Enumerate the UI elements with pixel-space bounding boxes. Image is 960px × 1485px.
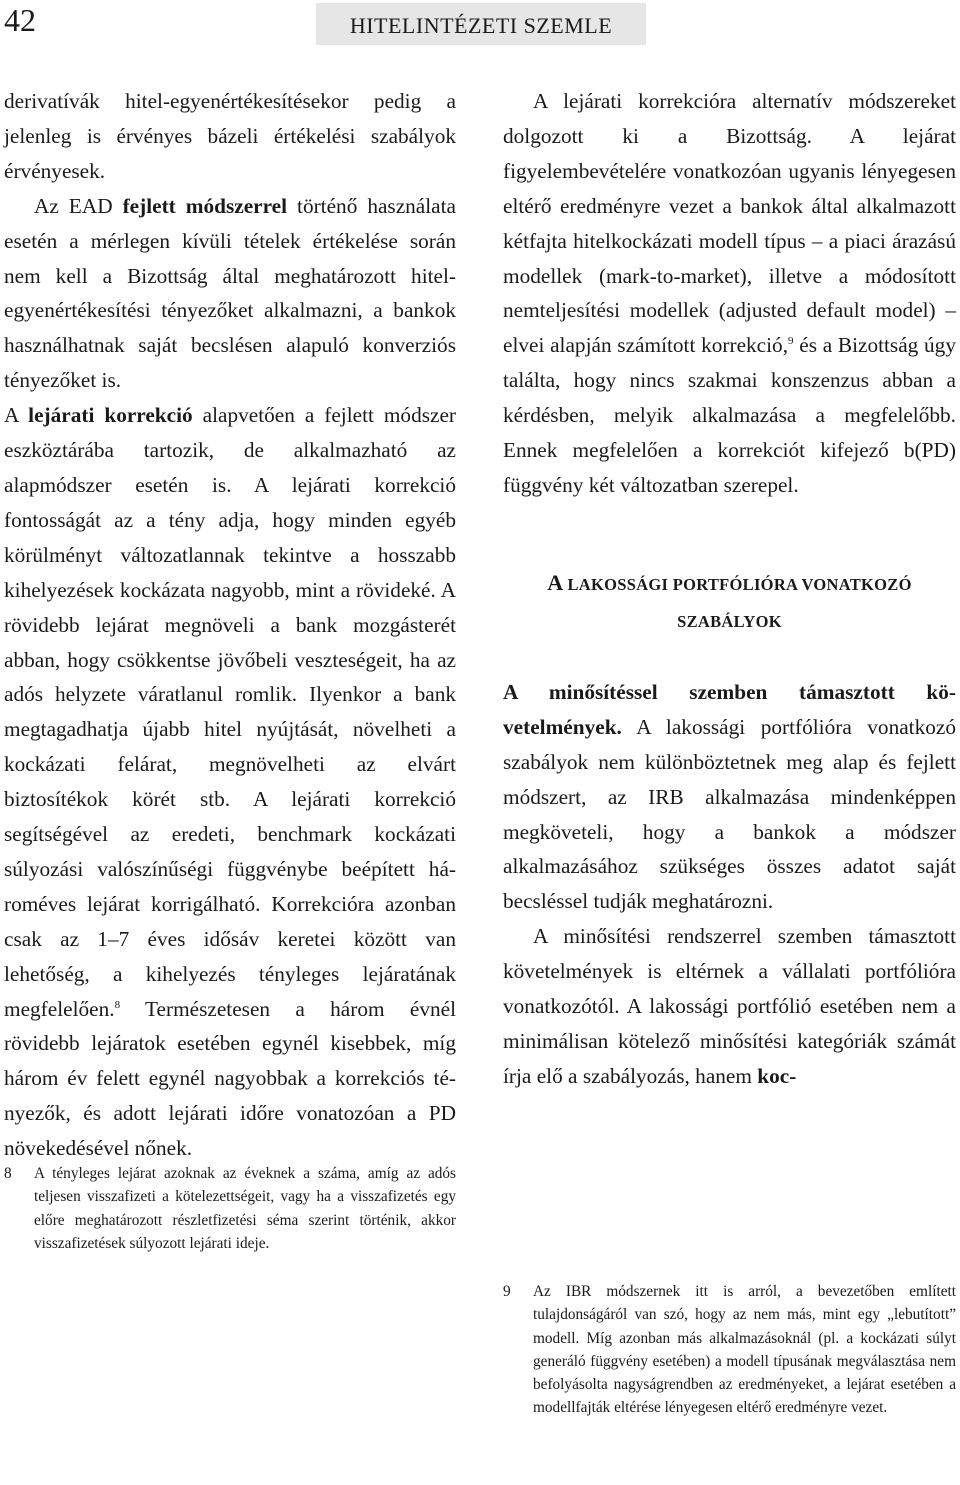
paragraph	[503, 919, 956, 1094]
footnote-ref-9[interactable]: 9	[788, 335, 794, 348]
page-number: 42	[4, 2, 36, 38]
footnote-text: A tényleges lejárat azoknak az éveknek a száma, amíg az adós teljesen visszafizeti a kötelezettségeit, vagy ha a visszafizetés egy előre meghatározott részletfizetési séma szerint történik, akkor visszafizetések súlyozott lejárati ideje.	[34, 1165, 456, 1252]
footnote-8	[4, 1162, 456, 1255]
footnote-9	[503, 1280, 956, 1420]
heading-text: LAKOSSÁGI PORTFÓLIÓRA VONATKOZÓ SZABÁLYOK	[567, 574, 912, 631]
text: A lakossági portfólióra vonatkozó szabályok nem különböztetnek meg alap és fejlett módszert, az IRB alkalmazása mindenképpen megköveteli, hogy a bankok a módszer alkalmazásához szükséges összes adatot saját becsléssel tudják meghatározni.	[503, 714, 956, 914]
bold-term: fejlett módszerrel	[122, 193, 288, 218]
text: és a Bizottság úgy találta, hogy nincs szakmai konszenzus abban a kérdésben, melyik alkalmazása a megfelelőbb. Ennek megfelelően a korrekciót kifejező b(PD) függvény két változatban szerepel.	[503, 333, 956, 497]
footnote-number: 9	[503, 1283, 511, 1300]
section-heading	[503, 565, 956, 639]
text: Természetesen a három évnél rövidebb lejáratok esetében egynél kisebbek, míg három év felett egynél nagyobbak a korrekciós tényezők, és adott lejárati időre vonatozóan a PD növekedésével nőnek.	[4, 996, 456, 1161]
paragraph	[503, 84, 956, 503]
right-column	[503, 84, 956, 1094]
running-head: HITELINTÉZETI SZEMLE	[316, 3, 646, 45]
text: A minősítési rendszerrel szemben támasztott követelmények is eltérnek a vállalati portfólióra vonatkozótól. A lakossági portfólió esetében nem a minimálisan kötelező minősítési kategóriák számát írja elő a szabályozás, hanem	[503, 924, 956, 1088]
footnote-number: 8	[4, 1165, 12, 1182]
text: A	[4, 403, 29, 428]
paragraph-ead	[4, 189, 456, 398]
text: alapvetően a fejlett módszer eszköztárába tartozik, de alkalmazható az alapmódszer esetén is. A lejárati korrekció fontosságát az a tény adja, hogy minden egyéb körülményt változatlannak tekintve a hosszabb kihelyezések kockázata nagyobb, mint a rövideké. A rövidebb lejárat megnöveli a bank mozgásterét abban, hogy csökkentse jövőbeli veszteségeit, ha az adós helyzete váratlanul romlik. Ilyenkor a bank megtagadhatja újabb hitel nyújtását, növelheti a kockázati felárat, megnövelheti az elvárt biztosítékok körét stb. A lejárati korrekció segítségével az eredeti, benchmark kockázati súlyozási valószínűségi függvénybe beépített hároméves lejárat korrigálható. Korrekcióra azonban csak az 1–7 éves idősáv keretei között van lehetőség, a kihelyezés tényleges lejáratának megfelelően.	[4, 403, 457, 1021]
text: Az EAD	[34, 193, 123, 218]
paragraph: derivatívák hitel-egyenértékesítésekor pedig a jelenleg is érvényes bázeli értékelési szabályok érvényesek.	[4, 89, 456, 183]
bold-term: koc-	[757, 1063, 797, 1088]
bold-term: lejárati korrekció	[28, 403, 193, 428]
footnote-text: Az IBR módszernek itt is arról, a bevezetőben említett tulajdonságáról van szó, hogy az nem más, mint egy „lebutított” modell. Míg azonban más alkalmazásoknál (pl. a kockázati súlyt generáló függvény esetében) a modell típusának megválasztása nem befolyásolta nagyságrendben az eredményeket, a lejárat esetében a modellfajták eltérése lényegesen eltérő eredményre vezet.	[533, 1283, 956, 1417]
bold-term: A minősítéssel szemben támasztott követelmények.	[503, 679, 956, 739]
paragraph-maturity-adjustment	[4, 398, 456, 1166]
text: történő használata esetén a mérlegen kívüli tételek értékelése során nem kell a Bizottság által meghatározott hitel-egyenértékesítési tényezőket alkalmazni, a bankok használhatnak saját becslésen alapuló konverziós tényezőket is.	[4, 193, 457, 393]
paragraph-rating-requirements	[503, 675, 956, 919]
text: A lejárati korrekcióra alternatív módszereket dolgozott ki a Bizottság. A lejárat figyelembevételére vonatkozóan ugyanis lényegesen eltérő eredményre vezet a bankok által alkalmazott kétfajta hitelkockázati modell típus – a piaci árazású modellek (mark-to-market), illetve a módosított nemteljesítési modellek (adjusted default model) – elvei alapján számított korrekció,	[503, 89, 956, 358]
left-column	[4, 84, 456, 1166]
footnote-ref-8[interactable]: 8	[114, 998, 121, 1011]
heading-initial: A	[547, 569, 568, 595]
